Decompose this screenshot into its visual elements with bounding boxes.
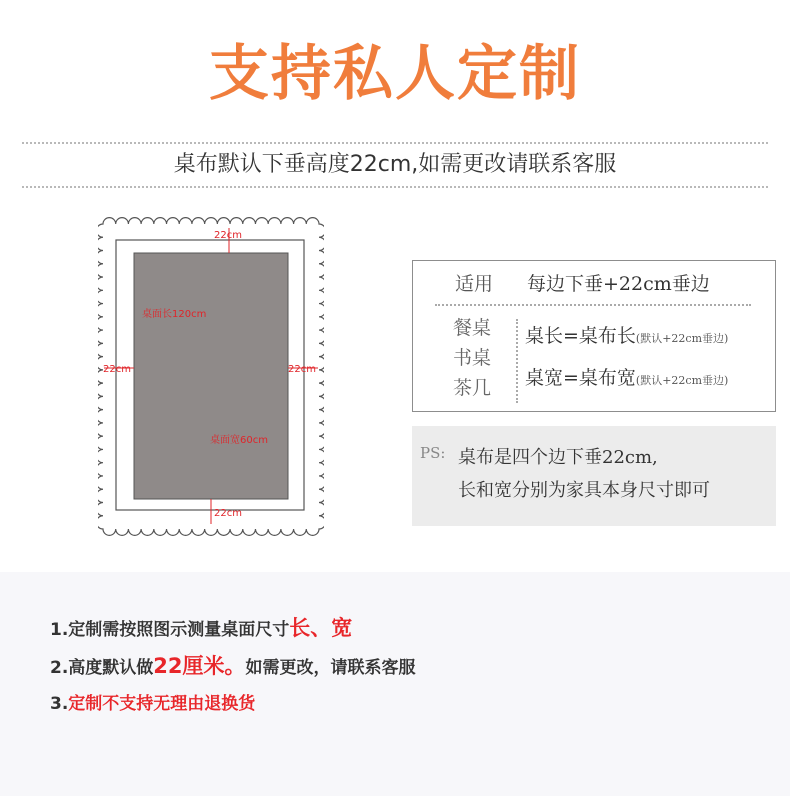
- note-1-text: 1.定制需按照图示测量桌面尺寸: [50, 620, 290, 640]
- note-2: [50, 652, 416, 682]
- note-3-text: 定制不支持无理由退换货: [68, 694, 256, 714]
- tablecloth-diagram: [98, 216, 324, 536]
- info-header-value: 每边下垂+22cm垂边: [527, 273, 710, 295]
- dim-label-bottom: 22cm: [214, 508, 242, 519]
- info-header: [455, 271, 710, 297]
- usage-info-box: [412, 260, 776, 412]
- rule-length-note: (默认+22cm垂边): [635, 332, 729, 345]
- ps-note-box: [412, 426, 776, 526]
- note-2-suffix: 如需更改，请联系客服: [245, 658, 416, 678]
- notes-panel: [0, 572, 790, 796]
- note-1: [50, 614, 352, 644]
- ps-line-1: 桌布是四个边下垂22cm,: [458, 447, 658, 468]
- ps-line-2: 长和宽分别为家具本身尺寸即可: [458, 480, 710, 501]
- rule-width-main: 桌宽=桌布宽: [525, 367, 636, 389]
- table-length-label: 桌面长120cm: [142, 309, 207, 320]
- info-header-label: 适用: [455, 273, 494, 295]
- dim-label-left: 22cm: [103, 364, 131, 375]
- furniture-item: 书桌: [453, 347, 492, 369]
- rule-length: [525, 323, 728, 352]
- furniture-item: 餐桌: [453, 317, 492, 339]
- furniture-list: [453, 313, 491, 403]
- furniture-item: 茶几: [453, 377, 492, 399]
- rule-width: [525, 365, 728, 394]
- table-width-label: 桌面宽60cm: [210, 435, 268, 446]
- dim-label-right: 22cm: [288, 364, 316, 375]
- divider-bottom: [22, 186, 768, 188]
- info-vertical-divider: [516, 319, 518, 403]
- note-2-highlight: 22厘米。: [153, 654, 246, 678]
- note-1-highlight: 长、宽: [289, 616, 353, 640]
- divider-top: [22, 142, 768, 144]
- rule-length-main: 桌长=桌布长: [525, 325, 636, 347]
- page-title: 支持私人定制: [209, 39, 581, 109]
- info-divider: [435, 304, 751, 306]
- subtitle: 桌布默认下垂高度22cm,如需更改请联系客服: [173, 152, 617, 177]
- note-3-number: 3.: [50, 694, 69, 714]
- note-3: [50, 690, 255, 718]
- dim-label-top: 22cm: [214, 230, 242, 241]
- note-2-prefix: 2.高度默认做: [50, 658, 154, 678]
- ps-label: PS:: [420, 444, 446, 462]
- rule-width-note: (默认+22cm垂边): [635, 374, 729, 387]
- table-top: [134, 253, 288, 499]
